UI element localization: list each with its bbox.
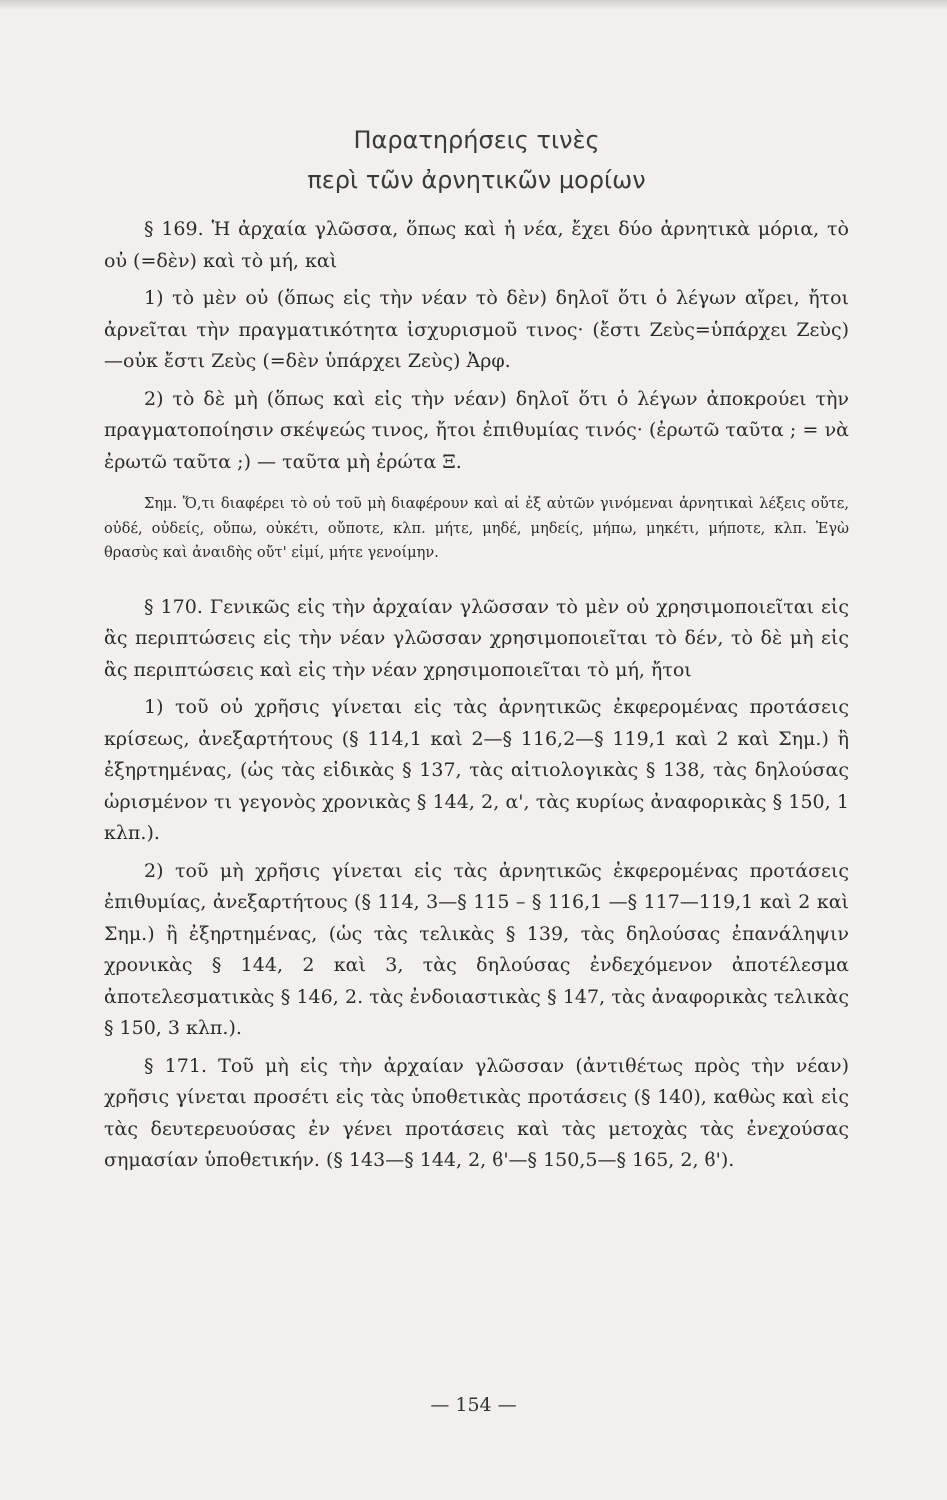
paragraph-171: § 171. Τοῦ μὴ εἰς τὴν ἀρχαίαν γλῶσσαν (ἀντιθέτως πρὸς τὴν νέαν) χρῆσις γίνεται προσέτι εἰς τὰς ὑποθετικὰς προτάσεις (§ 140), καθὼς καὶ εἰς τὰς δευτερευούσας ἐν γένει προτάσεις καὶ τὰς μετοχὰς τὰς ἐνεχούσας σημασίαν ὑποθετικήν. (§ 143—§ 144, 2, ϐ'—§ 150,5—§ 165, 2, ϐ').	[104, 1054, 849, 1171]
page-body	[104, 120, 849, 1183]
paragraph-169-point-2: 2) τὸ δὲ μὴ (ὅπως καὶ εἰς τὴν νέαν) δηλοῖ ὅτι ὁ λέγων ἀποκρούει τὴν πραγματοποίησιν σκέψεώς τινος, ἤτοι ἐπιθυμίας τινός· (ἐρωτῶ ταῦτα ; = νὰ ἐρωτῶ ταῦτα ;) — ταῦτα μὴ ἐρώτα Ξ.	[104, 387, 849, 473]
page-title	[104, 120, 849, 200]
paragraph-170-point-1: 1) τοῦ οὐ χρῆσις γίνεται εἰς τὰς ἀρνητικῶς ἐκφερομένας προτάσεις κρίσεως, ἀνεξαρτήτους (§ 114,1 καὶ 2—§ 116,2—§ 119,1 καὶ 2 καὶ Σημ.) ἢ ἐξηρτημένας, (ὡς τὰς εἰδικὰς § 137, τὰς αἰτιολογικὰς § 138, τὰς δηλούσας ὡρισμένον τι γεγονὸς χρονικὰς § 144, 2, α', τὰς κυρίως ἀναφορικὰς § 150, 1 κλπ.).	[104, 696, 849, 844]
note-paragraph: Σημ. Ὅ,τι διαφέρει τὸ οὐ τοῦ μὴ διαφέρουν καὶ αἱ ἐξ αὐτῶν γινόμεναι ἀρνητικαὶ λέξεις οὔτε, οὐδέ, οὐδείς, οὔπω, οὐκέτι, οὔποτε, κλπ. μήτε, μηδέ, μηδείς, μήπω, μηκέτι, μήποτε, κλπ. Ἐγὼ θρασὺς καὶ ἀναιδὴς οὔτ' εἰμί, μήτε γενοίμην.	[104, 495, 849, 561]
title-line-2: περὶ τῶν ἀρνητικῶν μορίων	[307, 166, 646, 194]
paragraph-169-point-1: 1) τὸ μὲν οὐ (ὅπως εἰς τὴν νέαν τὸ δὲν) δηλοῖ ὅτι ὁ λέγων αἴρει, ἤτοι ἀρνεῖται τὴν πραγματικότητα ἰσχυρισμοῦ τινος· (ἔστι Ζεὺς=ὑπάρχει Ζεὺς)—οὐκ ἔστι Ζεὺς (=δὲν ὑπάρχει Ζεὺς) Ἀρφ.	[104, 287, 849, 372]
paragraph-169: § 169. Ἡ ἀρχαία γλῶσσα, ὅπως καὶ ἡ νέα, ἔχει δύο ἀρνητικὰ μόρια, τὸ οὐ (=δὲν) καὶ τὸ μή, καὶ	[104, 218, 849, 272]
paragraph-170: § 170. Γενικῶς εἰς τὴν ἀρχαίαν γλῶσσαν τὸ μὲν οὐ χρησιμοποιεῖται εἰς ἃς περιπτώσεις εἰς τὴν νέαν γλῶσσαν χρησιμοποιεῖται τὸ δέν, τὸ δὲ μὴ εἰς ἃς περιπτώσεις καὶ εἰς τὴν νέαν χρησιμοποιεῖται τὸ μή, ἤτοι	[104, 595, 849, 681]
paragraph-170-point-2: 2) τοῦ μὴ χρῆσις γίνεται εἰς τὰς ἀρνητικῶς ἐκφερομένας προτάσεις ἐπιθυμίας, ἀνεξαρτήτους (§ 114, 3—§ 115 – § 116,1 —§ 117—119,1 καὶ 2 καὶ Σημ.) ἢ ἐξηρτημένας, (ὡς τὰς τελικὰς § 139, τὰς δηλούσας ἐπανάληψιν χρονικὰς § 144, 2 καὶ 3, τὰς δηλούσας ἐνδεχόμενον ἀποτέλεσμα ἀποτελεσματικὰς § 146, 2. τὰς ἐνδοιαστικὰς § 147, τὰς ἀναφορικὰς τελικὰς § 150, 3 κλπ.).	[104, 859, 849, 1039]
top-edge-shadow	[0, 0, 947, 10]
page-number: — 154 —	[430, 1394, 517, 1416]
title-line-1: Παρατηρήσεις τινὲς	[353, 126, 600, 154]
